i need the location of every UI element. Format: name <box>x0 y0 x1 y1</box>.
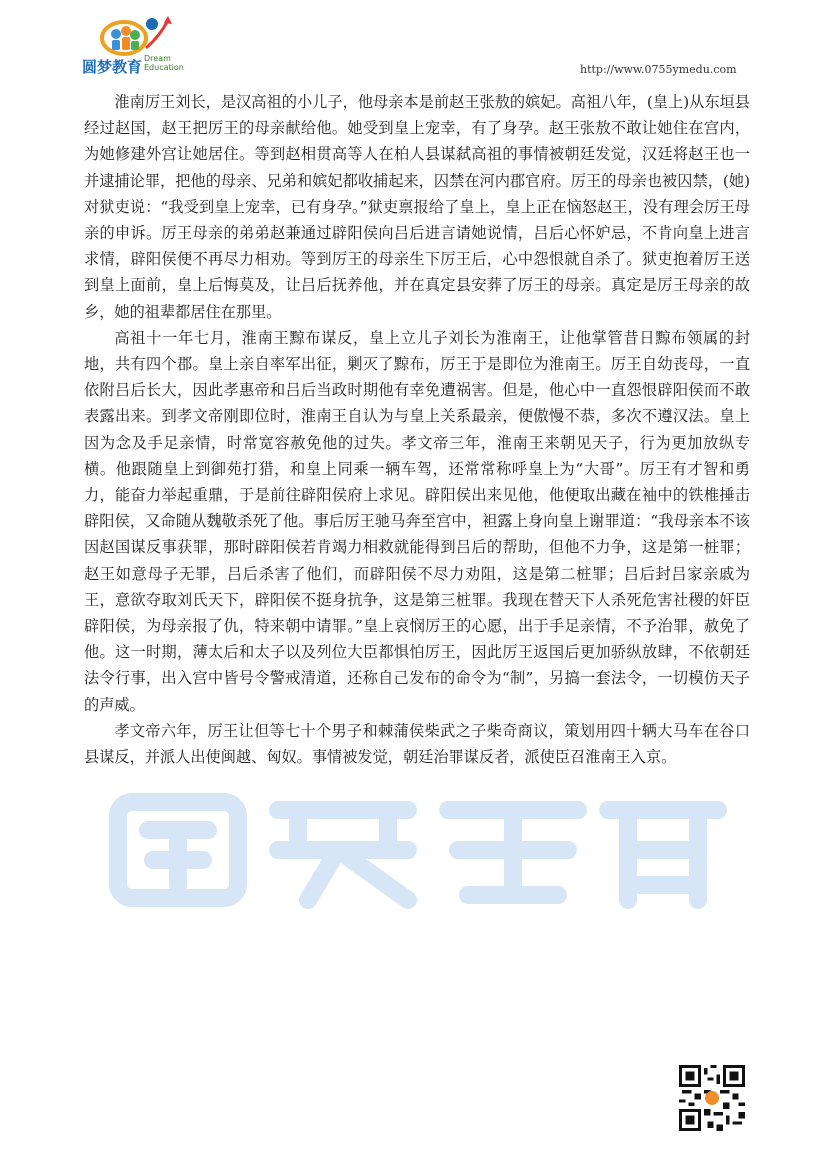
dream-education-logo <box>82 12 192 76</box>
qr-code-icon <box>679 1064 745 1132</box>
logo-english-line1: Dream <box>144 54 171 63</box>
watermark-logo <box>108 790 728 910</box>
logo-chinese-text: 圆梦教育 <box>82 58 143 76</box>
logo-english-text <box>144 54 184 72</box>
paragraph-3: 孝文帝六年，厉王让但等七十个男子和棘蒲侯柴武之子柴奇商议，策划用四十辆大马车在谷口县谋反，并派人出使闽越、匈奴。事情被发觉，朝廷治罪谋反者，派使臣召淮南王入京。 <box>84 721 750 767</box>
paragraph-1: 淮南厉王刘长，是汉高祖的小儿子，他母亲本是前赵王张敖的嫔妃。高祖八年，(皇上)从东垣县经过赵国，赵王把厉王的母亲献给他。她受到皇上宠幸，有了身孕。赵王张敖不敢让她住在宫内，为她修建外宫让她居住。等到赵相贯高等人在柏人县谋弑高祖的事情被朝廷发觉，汉廷将赵王也一并逮捕论罪，把他的母亲、兄弟和嫔妃都收捕起来，囚禁在河内郡官府。厉王的母亲也被囚禁，(她)对狱吏说：“我受到皇上宠幸，已有身孕。”狱吏禀报给了皇上，皇上正在恼怒赵王，没有理会厉王母亲的申诉。厉王母亲的弟弟赵兼通过辟阳侯向吕后进言请她说情，吕后心怀妒忌，不肯向皇上进言求情，辟阳侯便不再尽力相劝。等到厉王的母亲生下厉王后，心中怨恨就自杀了。狱吏抱着厉王送到皇上面前，皇上后悔莫及，让吕后抚养他，并在真定县安葬了厉王的母亲。真定是厉王母亲的故乡，她的祖辈都居住在那里。 <box>84 93 750 321</box>
page-header <box>0 0 826 90</box>
logo-english-line2: Education <box>144 63 184 72</box>
logo-emblem-icon <box>82 12 192 58</box>
website-url-link[interactable]: http://www.0755ymedu.com <box>580 63 737 76</box>
article-body <box>84 89 750 770</box>
paragraph-2: 高祖十一年七月，淮南王黥布谋反，皇上立儿子刘长为淮南王，让他掌管昔日黥布领属的封地，共有四个郡。皇上亲自率军出征，剿灭了黥布，厉王于是即位为淮南王。厉王自幼丧母，一直依附吕后长大，因此孝惠帝和吕后当政时期他有幸免遭祸害。但是，他心中一直怨恨辟阳侯而不敢表露出来。到孝文帝刚即位时，淮南王自认为与皇上关系最亲，便傲慢不恭，多次不遵汉法。皇上因为念及手足亲情，时常宽容赦免他的过失。孝文帝三年，淮南王来朝见天子，行为更加放纵专横。他跟随皇上到御苑打猎，和皇上同乘一辆车驾，还常常称呼皇上为“大哥”。厉王有才智和勇力，能奋力举起重鼎，于是前往辟阳侯府上求见。辟阳侯出来见他，他便取出藏在袖中的铁椎捶击辟阳侯，又命随从魏敬杀死了他。事后厉王驰马奔至宫中，袒露上身向皇上谢罪道：“我母亲本不该因赵国谋反事获罪，那时辟阳侯若肯竭力相救就能得到吕后的帮助，但他不力争，这是第一桩罪；赵王如意母子无罪，吕后杀害了他们，而辟阳侯不尽力劝阻，这是第二桩罪；吕后封吕家亲戚为王，意欲夺取刘氏天下，辟阳侯不挺身抗争，这是第三桩罪。我现在替天下人杀死危害社稷的奸臣辟阳侯，为母亲报了仇，特来朝中请罪。”皇上哀悯厉王的心愿，出于手足亲情，不予治罪，赦免了他。这一时期，薄太后和太子以及列位大臣都惧怕厉王，因此厉王返国后更加骄纵放肆，不依朝廷法令行事，出入宫中皆号令警戒清道，还称自己发布的命令为“制”，另搞一套法令，一切模仿天子的声威。 <box>84 328 750 714</box>
